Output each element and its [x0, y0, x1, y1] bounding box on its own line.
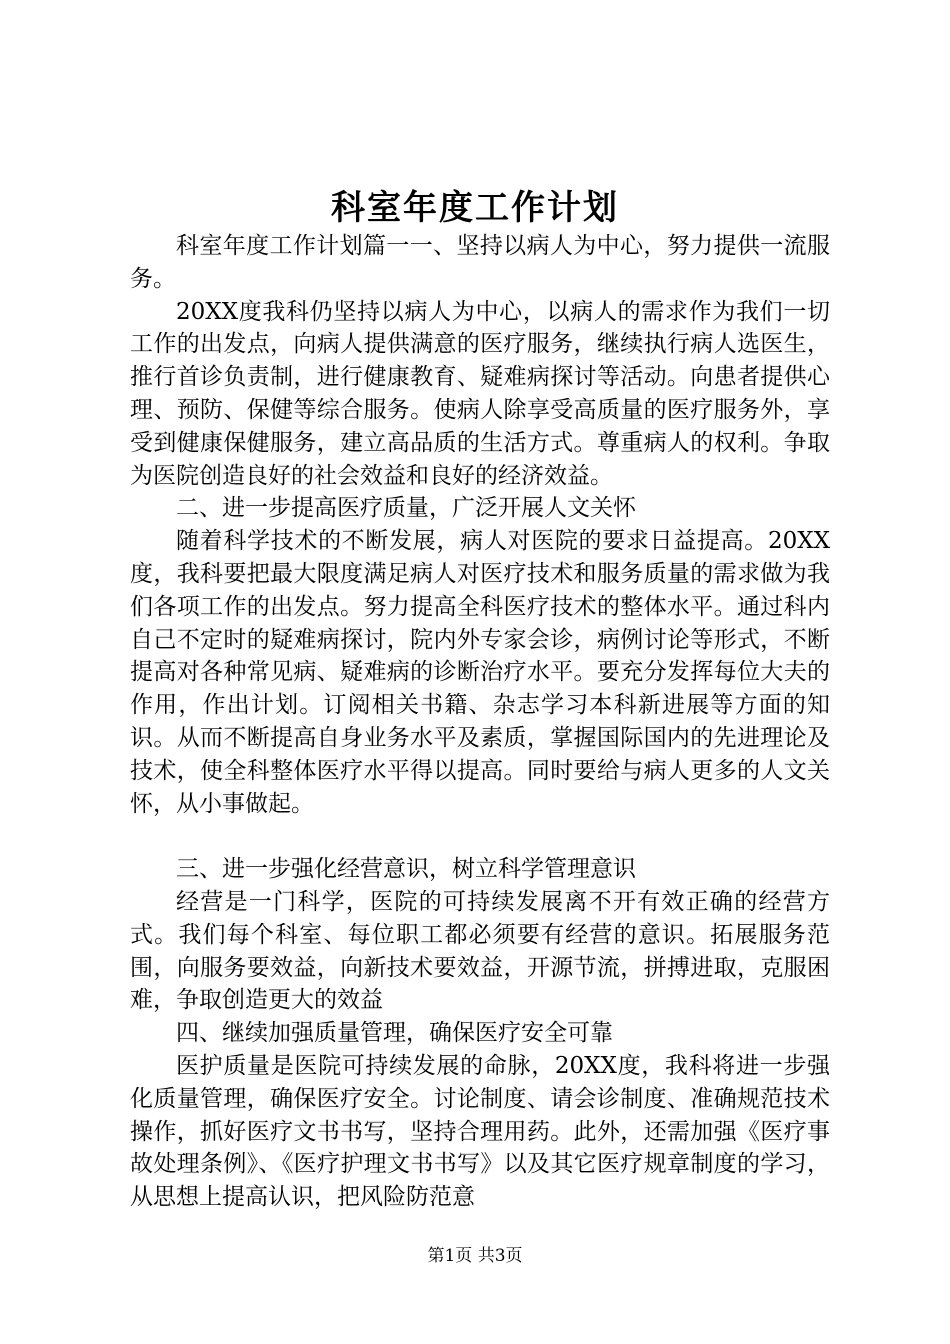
- page-number-footer: 第1页 共3页: [427, 1246, 523, 1266]
- paragraph-spacer: [130, 820, 830, 853]
- document-body: [130, 230, 830, 1214]
- section-heading-2: 二、进一步提高医疗质量，广泛开展人文关怀: [176, 495, 636, 522]
- paragraph-quality-safety: 医护质量是医院可持续发展的命脉，20XX度，我科将进一步强化质量管理，确保医疗安全。讨论制度、请会诊制度、准确规范技术操作，抓好医疗文书书写，坚持合理用药。此外，还需加强《医疗事故处理条例》、《医疗护理文书书写》以及其它医疗规章制度的学习，从思想上提高认识，把风险防范意: [130, 1052, 830, 1211]
- section-heading-4: 四、继续加强质量管理，确保医疗安全可靠: [176, 1020, 613, 1047]
- section-heading-3: 三、进一步强化经营意识，树立科学管理意识: [176, 856, 636, 883]
- paragraph-medical-quality: 随着科学技术的不断发展，病人对医院的要求日益提高。20XX度，我科要把最大限度满足病人对医疗技术和服务质量的需求做为我们各项工作的出发点。努力提高全科医疗技术的整体水平。通过科内自己不定时的疑难病探讨，院内外专家会诊，病例讨论等形式，不断提高对各种常见病、疑难病的诊断治疗水平。要充分发挥每位大夫的作用，作出计划。订阅相关书籍、杂志学习本科新进展等方面的知识。从而不断提高自身业务水平及素质，掌握国际国内的先进理论及技术，使全科整体医疗水平得以提高。同时要给与病人更多的人文关怀，从小事做起。: [130, 528, 830, 817]
- document-title: 科室年度工作计划: [331, 188, 619, 228]
- paragraph-management: 经营是一门科学，医院的可持续发展离不开有效正确的经营方式。我们每个科室、每位职工都必须要有经营的意识。拓展服务范围，向服务要效益，向新技术要效益，开源节流，拼搏进取，克服困难，争取创造更大的效益: [130, 888, 830, 1014]
- paragraph-patient-centered: 20XX度我科仍坚持以病人为中心，以病人的需求作为我们一切工作的出发点，向病人提供满意的医疗服务，继续执行病人选医生，推行首诊负责制，进行健康教育、疑难病探讨等活动。向患者提供心理、预防、保健等综合服务。使病人除享受高质量的医疗服务外，享受到健康保健服务，建立高品质的生活方式。尊重病人的权利。争取为医院创造良好的社会效益和良好的经济效益。: [130, 298, 830, 489]
- paragraph-intro: 科室年度工作计划篇一一、坚持以病人为中心，努力提供一流服务。: [130, 233, 830, 292]
